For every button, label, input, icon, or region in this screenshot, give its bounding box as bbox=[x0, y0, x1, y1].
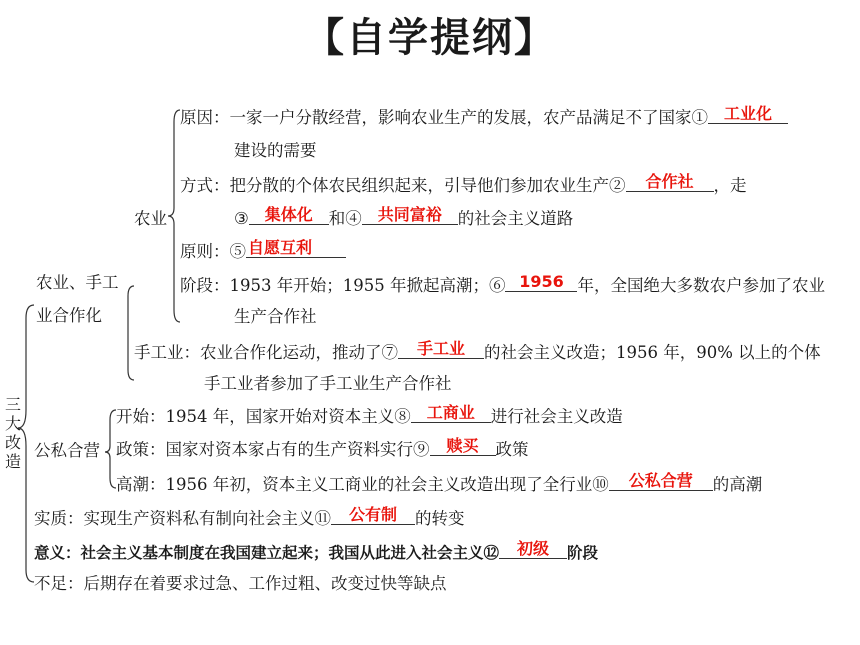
answer-11: 公有制 bbox=[331, 506, 415, 525]
meaning-text: 社会主义基本制度在我国建立起来；我国从此进入社会主义⑫ bbox=[80, 544, 500, 562]
stage-label: 阶段： bbox=[180, 276, 230, 295]
pp-policy-text: 国家对资本家占有的生产资料实行⑨ bbox=[165, 440, 430, 459]
num-5: ⑤ bbox=[229, 242, 246, 261]
method-label: 方式： bbox=[180, 176, 230, 195]
method-text-c: 的社会主义道路 bbox=[457, 209, 574, 228]
stage-line bbox=[180, 273, 825, 297]
pp-policy-label: 政策： bbox=[116, 440, 166, 459]
pp-label: 公私合营 bbox=[34, 441, 100, 460]
stage-text: 1953 年开始；1955 年掀起高潮；⑥ bbox=[229, 276, 506, 295]
handicraft-label: 手工业： bbox=[134, 343, 200, 362]
handicraft-text-b: 的社会主义改造；1956 年，90% 以上的个体 bbox=[484, 343, 821, 362]
agri-sub-label: 农业 bbox=[134, 209, 167, 228]
answer-1: 工业化 bbox=[708, 105, 788, 124]
num-3: ③ bbox=[234, 209, 249, 228]
agri-group-label-1: 农业、手工 bbox=[36, 273, 119, 292]
answer-4: 共同富裕 bbox=[362, 206, 458, 225]
method-line-2 bbox=[234, 206, 573, 230]
meaning-label: 意义： bbox=[34, 544, 81, 562]
essence-text-b: 的转变 bbox=[415, 509, 465, 528]
principle-line bbox=[180, 239, 346, 263]
method-and: 和④ bbox=[328, 209, 362, 228]
shortfall-label: 不足： bbox=[34, 574, 84, 593]
meaning-text-b: 阶段 bbox=[567, 544, 599, 562]
pp-policy-text-b: 政策 bbox=[495, 440, 529, 459]
pp-climax-text: 1956 年初，资本主义工商业的社会主义改造出现了全行业⑩ bbox=[165, 475, 609, 494]
pp-climax-label: 高潮： bbox=[116, 475, 166, 494]
meaning-line bbox=[34, 540, 598, 564]
pp-start-label: 开始： bbox=[116, 407, 166, 426]
reason-line bbox=[180, 105, 788, 129]
handicraft-text-cont: 手工业者参加了手工业生产合作社 bbox=[204, 374, 452, 393]
pp-climax-line bbox=[116, 472, 762, 496]
reason-text: 一家一户分散经营，影响农业生产的发展，农产品满足不了国家① bbox=[229, 108, 708, 127]
agri-group-label-2: 业合作化 bbox=[36, 306, 102, 325]
answer-3: 集体化 bbox=[249, 206, 329, 225]
answer-9: 赎买 bbox=[430, 437, 496, 456]
essence-line bbox=[34, 506, 465, 530]
principle-label: 原则： bbox=[180, 242, 230, 261]
answer-2: 合作社 bbox=[626, 173, 714, 192]
handicraft-text: 农业合作化运动，推动了⑦ bbox=[200, 343, 398, 362]
shortfall-text: 后期存在着要求过急、工作过粗、改变过快等缺点 bbox=[83, 574, 447, 593]
essence-text: 实现生产资料私有制向社会主义⑪ bbox=[83, 509, 331, 528]
pp-start-text: 1954 年，国家开始对资本主义⑧ bbox=[165, 407, 411, 426]
answer-10: 公私合营 bbox=[609, 472, 713, 491]
pp-start-line bbox=[116, 404, 623, 428]
root-label: 三大改造 bbox=[4, 395, 21, 471]
pp-start-text-b: 进行社会主义改造 bbox=[490, 407, 623, 426]
answer-7: 手工业 bbox=[398, 340, 484, 359]
page-title: 【自学提纲】 bbox=[304, 15, 556, 61]
stage-text-b: 年，全国绝大多数农户参加了农业 bbox=[577, 276, 825, 295]
reason-text-cont: 建设的需要 bbox=[234, 141, 317, 160]
method-text-b: ，走 bbox=[713, 176, 747, 195]
stage-text-cont: 生产合作社 bbox=[234, 307, 317, 326]
answer-8: 工商业 bbox=[411, 404, 491, 423]
handicraft-line bbox=[134, 340, 821, 364]
answer-12: 初级 bbox=[499, 540, 567, 559]
pp-climax-text-b: 的高潮 bbox=[712, 475, 763, 494]
method-line bbox=[180, 173, 747, 197]
reason-label: 原因： bbox=[180, 108, 230, 127]
pp-policy-line bbox=[116, 437, 529, 461]
answer-5: 自愿互利 bbox=[246, 239, 346, 258]
essence-label: 实质： bbox=[34, 509, 84, 528]
answer-6: 1956 bbox=[505, 273, 577, 292]
shortfall-line bbox=[34, 573, 447, 595]
method-text: 把分散的个体农民组织起来，引导他们参加农业生产② bbox=[229, 176, 626, 195]
